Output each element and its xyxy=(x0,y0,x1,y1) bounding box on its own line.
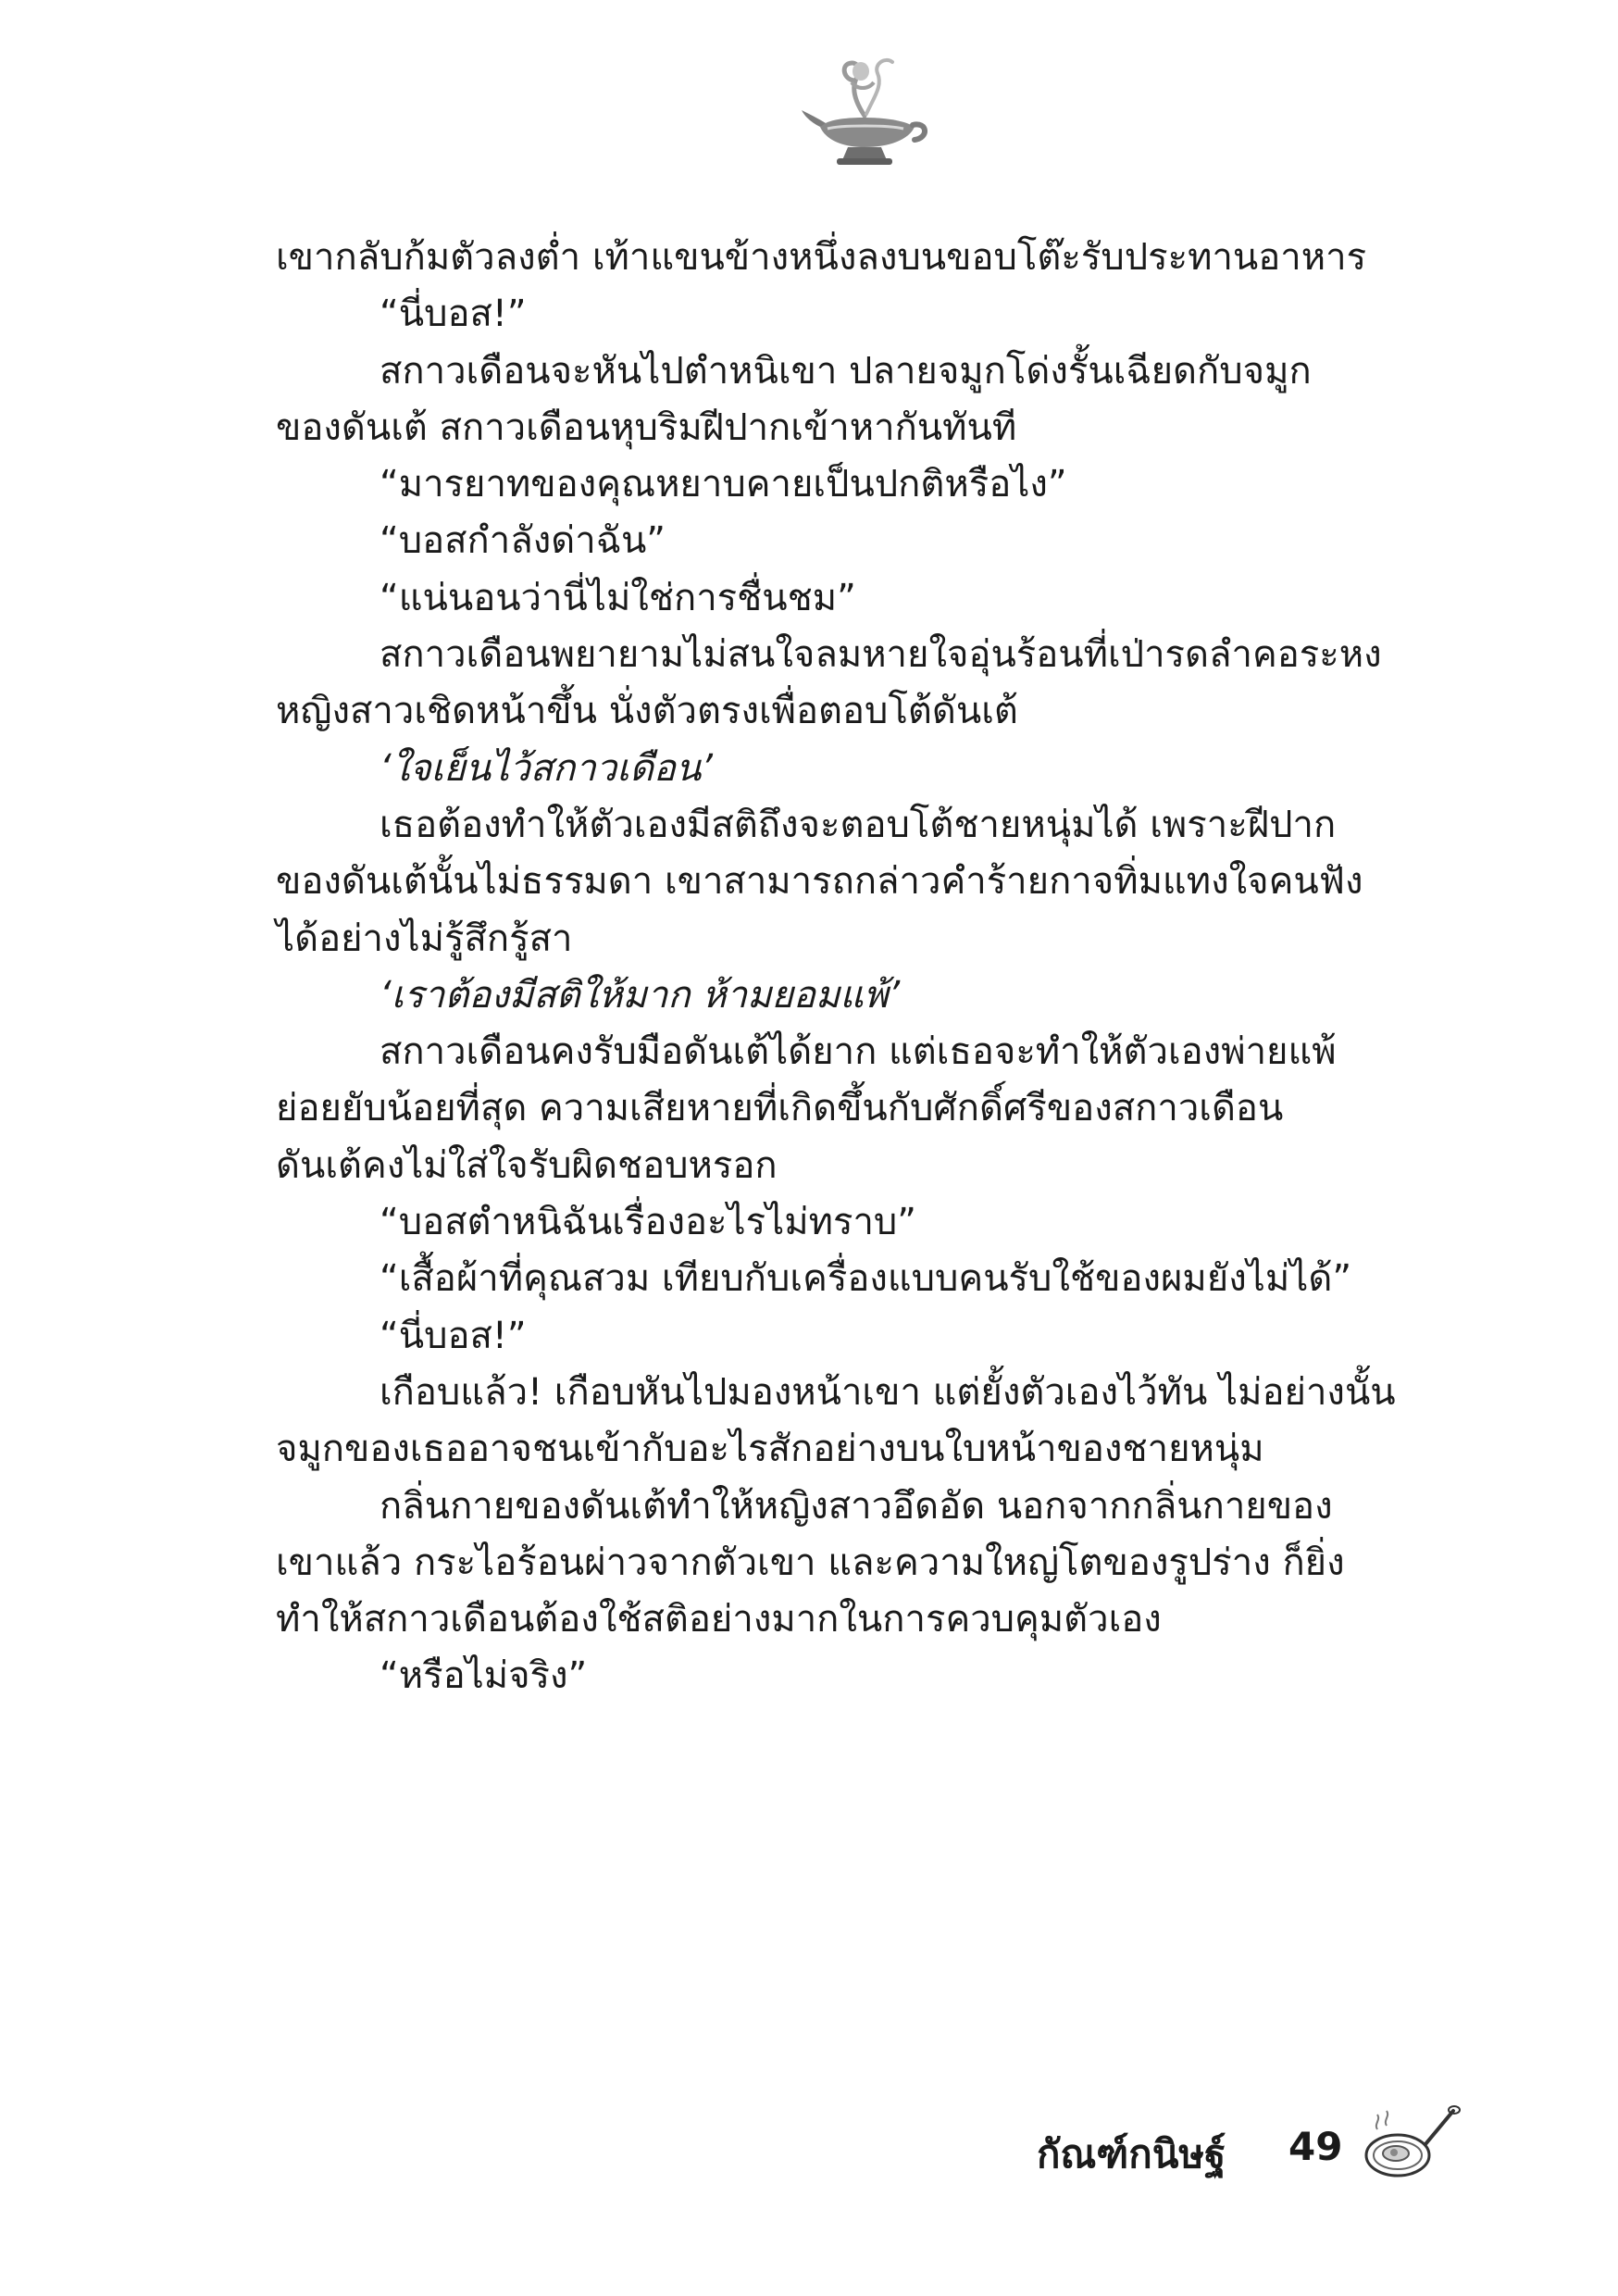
paragraph-line: กลิ่นกายของดันเต้ทำให้หญิงสาวอึดอัด นอกจากกลิ่นกายของ xyxy=(380,1484,1333,1528)
paragraph-line: จมูกของเธออาจชนเข้ากับอะไรสักอย่างบนใบหน้าของชายหนุ่ม xyxy=(276,1428,1264,1471)
paragraph-line: “นี่บอส!” xyxy=(380,293,527,336)
paragraph-line: สกาวเดือนพยายามไม่สนใจลมหายใจอุ่นร้อนที่เป่ารดลำคอระหง xyxy=(380,633,1382,677)
paragraph-line: เธอต้องทำให้ตัวเองมีสติถึงจะตอบโต้ชายหนุ่มได้ เพราะฝีปาก xyxy=(380,803,1337,846)
paragraph-line: “มารยาทของคุณหยาบคายเป็นปกติหรือไง” xyxy=(380,463,1067,506)
paragraph-line: “นี่บอส!” xyxy=(380,1314,527,1357)
paragraph-line: ‘เราต้องมีสติให้มาก ห้ามยอมแพ้’ xyxy=(380,973,901,1017)
paragraph-line: สกาวเดือนคงรับมือดันเต้ได้ยาก แต่เธอจะทำให้ตัวเองพ่ายแพ้ xyxy=(380,1030,1337,1074)
genie-lamp-icon xyxy=(800,51,929,167)
page-number: 49 xyxy=(1288,2124,1343,2169)
paragraph-line: “หรือไม่จริง” xyxy=(380,1654,588,1698)
paragraph-line: “แน่นอนว่านี่ไม่ใช่การชื่นชม” xyxy=(380,576,856,619)
paragraph-line: ‘ใจเย็นไว้สกาวเดือน’ xyxy=(380,746,713,790)
paragraph-line: ได้อย่างไม่รู้สึกรู้สา xyxy=(276,917,573,960)
paragraph-line: ทำให้สกาวเดือนต้องใช้สติอย่างมากในการควบคุมตัวเอง xyxy=(276,1598,1162,1641)
page-footer xyxy=(1037,2102,1481,2185)
frying-pan-icon xyxy=(1361,2102,1462,2185)
paragraph-line: ดันเต้คงไม่ใส่ใจรับผิดชอบหรอก xyxy=(276,1143,778,1187)
paragraph-line: “บอสกำลังด่าฉัน” xyxy=(380,519,666,563)
paragraph-line: ย่อยยับน้อยที่สุด ความเสียหายที่เกิดขึ้นกับศักดิ์ศรีของสกาวเดือน xyxy=(276,1087,1284,1130)
paragraph-line: “บอสตำหนิฉันเรื่องอะไรไม่ทราบ” xyxy=(380,1201,917,1244)
paragraph-line: “เสื้อผ้าที่คุณสวม เทียบกับเครื่องแบบคนรับใช้ของผมยังไม่ได้” xyxy=(380,1257,1352,1301)
paragraph-line: หญิงสาวเชิดหน้าขึ้น นั่งตัวตรงเพื่อตอบโต้ดันเต้ xyxy=(276,690,1018,733)
author-name: กัณฑ์กนิษฐ์ xyxy=(1037,2131,1226,2177)
paragraph-line: เขากลับก้มตัวลงต่ำ เท้าแขนข้างหนึ่งลงบนขอบโต๊ะรับประทานอาหาร xyxy=(276,236,1367,279)
paragraph-line: สกาวเดือนจะหันไปตำหนิเขา ปลายจมูกโด่งรั้นเฉียดกับจมูก xyxy=(380,349,1312,393)
paragraph-line: เกือบแล้ว! เกือบหันไปมองหน้าเขา แต่ยั้งตัวเองไว้ทัน ไม่อย่างนั้น xyxy=(380,1370,1396,1414)
paragraph-line: เขาแล้ว กระไอร้อนผ่าวจากตัวเขา และความใหญ่โตของรูปร่าง ก็ยิ่ง xyxy=(276,1541,1345,1584)
paragraph-line: ของดันเต้ สกาวเดือนหุบริมฝีปากเข้าหากันทันที xyxy=(276,406,1017,449)
story-body xyxy=(276,230,1479,1705)
paragraph-line: ของดันเต้นั้นไม่ธรรมดา เขาสามารถกล่าวคำร้ายกาจทิ่มแทงใจคนฟัง xyxy=(276,860,1363,904)
